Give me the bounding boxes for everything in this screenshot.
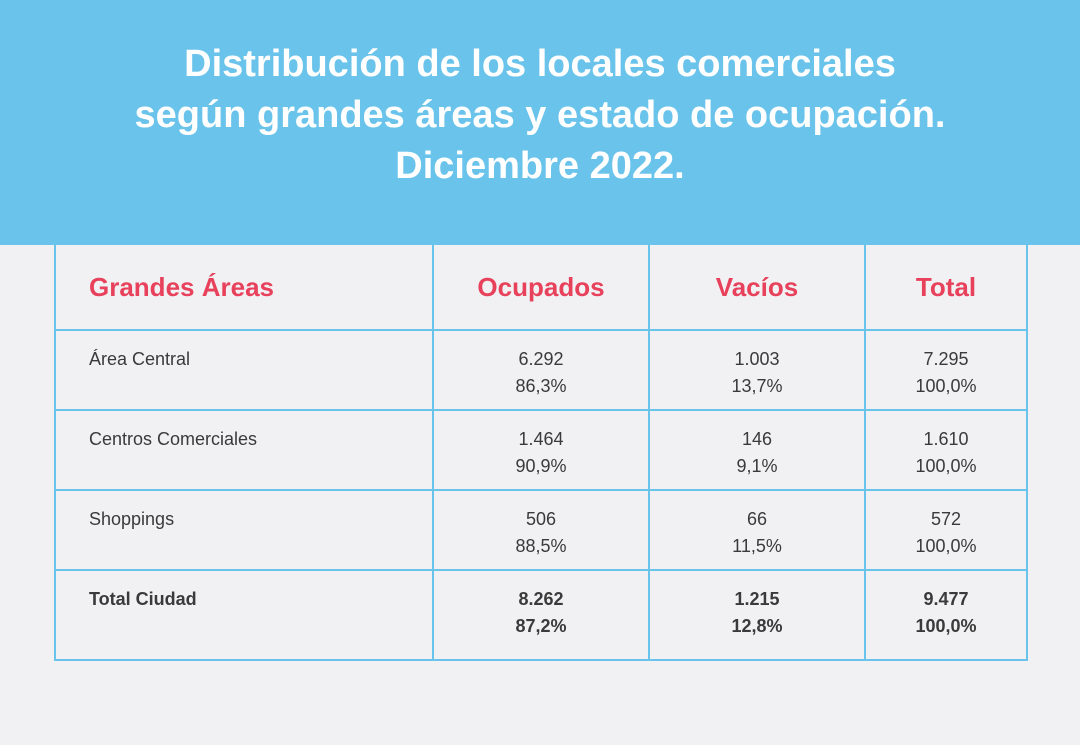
column-header-areas: Grandes Áreas	[55, 245, 433, 330]
total-count: 9.477	[923, 589, 969, 609]
vacios-count: 1.003	[734, 349, 780, 369]
vacios-cell	[649, 330, 865, 410]
total-count: 572	[930, 509, 962, 529]
ocupados-pct: 86,3%	[515, 376, 567, 396]
vacios-cell	[649, 490, 865, 570]
total-pct: 100,0%	[915, 376, 977, 396]
ocupados-cell	[433, 330, 649, 410]
vacios-cell	[649, 570, 865, 660]
ocupados-cell	[433, 490, 649, 570]
total-cell	[865, 330, 1027, 410]
vacios-cell	[649, 410, 865, 490]
ocupados-pct: 90,9%	[515, 456, 567, 476]
data-table	[54, 245, 1028, 661]
vacios-count: 1.215	[734, 589, 780, 609]
total-cell	[865, 410, 1027, 490]
table-row	[55, 490, 1027, 570]
ocupados-count: 1.464	[518, 429, 564, 449]
row-label: Área Central	[55, 330, 433, 410]
ocupados-cell	[433, 570, 649, 660]
column-header-ocupados: Ocupados	[433, 245, 649, 330]
title-banner	[0, 0, 1080, 245]
table-row-total	[55, 570, 1027, 660]
total-count: 1.610	[923, 429, 969, 449]
column-header-total: Total	[865, 245, 1027, 330]
table-row	[55, 410, 1027, 490]
total-pct: 100,0%	[915, 616, 977, 636]
ocupados-count: 8.262	[518, 589, 564, 609]
ocupados-cell	[433, 410, 649, 490]
ocupados-pct: 87,2%	[515, 616, 567, 636]
total-count: 7.295	[923, 349, 969, 369]
vacios-pct: 12,8%	[731, 616, 783, 636]
vacios-pct: 11,5%	[732, 536, 782, 556]
ocupados-count: 506	[525, 509, 557, 529]
row-label: Total Ciudad	[55, 570, 433, 660]
ocupados-count: 6.292	[518, 349, 564, 369]
vacios-pct: 13,7%	[731, 376, 783, 396]
row-label: Centros Comerciales	[55, 410, 433, 490]
total-pct: 100,0%	[915, 456, 977, 476]
title-line-3: Diciembre 2022.	[395, 145, 685, 187]
header-row	[55, 245, 1027, 330]
total-cell	[865, 570, 1027, 660]
table-row	[55, 330, 1027, 410]
total-cell	[865, 490, 1027, 570]
ocupados-pct: 88,5%	[515, 536, 567, 556]
title-line-1: Distribución de los locales comerciales	[184, 43, 896, 85]
title-line-2: según grandes áreas y estado de ocupación.	[134, 94, 946, 136]
column-header-vacios: Vacíos	[649, 245, 865, 330]
row-label: Shoppings	[55, 490, 433, 570]
vacios-count: 146	[741, 429, 773, 449]
total-pct: 100,0%	[915, 536, 977, 556]
vacios-count: 66	[746, 509, 768, 529]
vacios-pct: 9,1%	[736, 456, 778, 476]
